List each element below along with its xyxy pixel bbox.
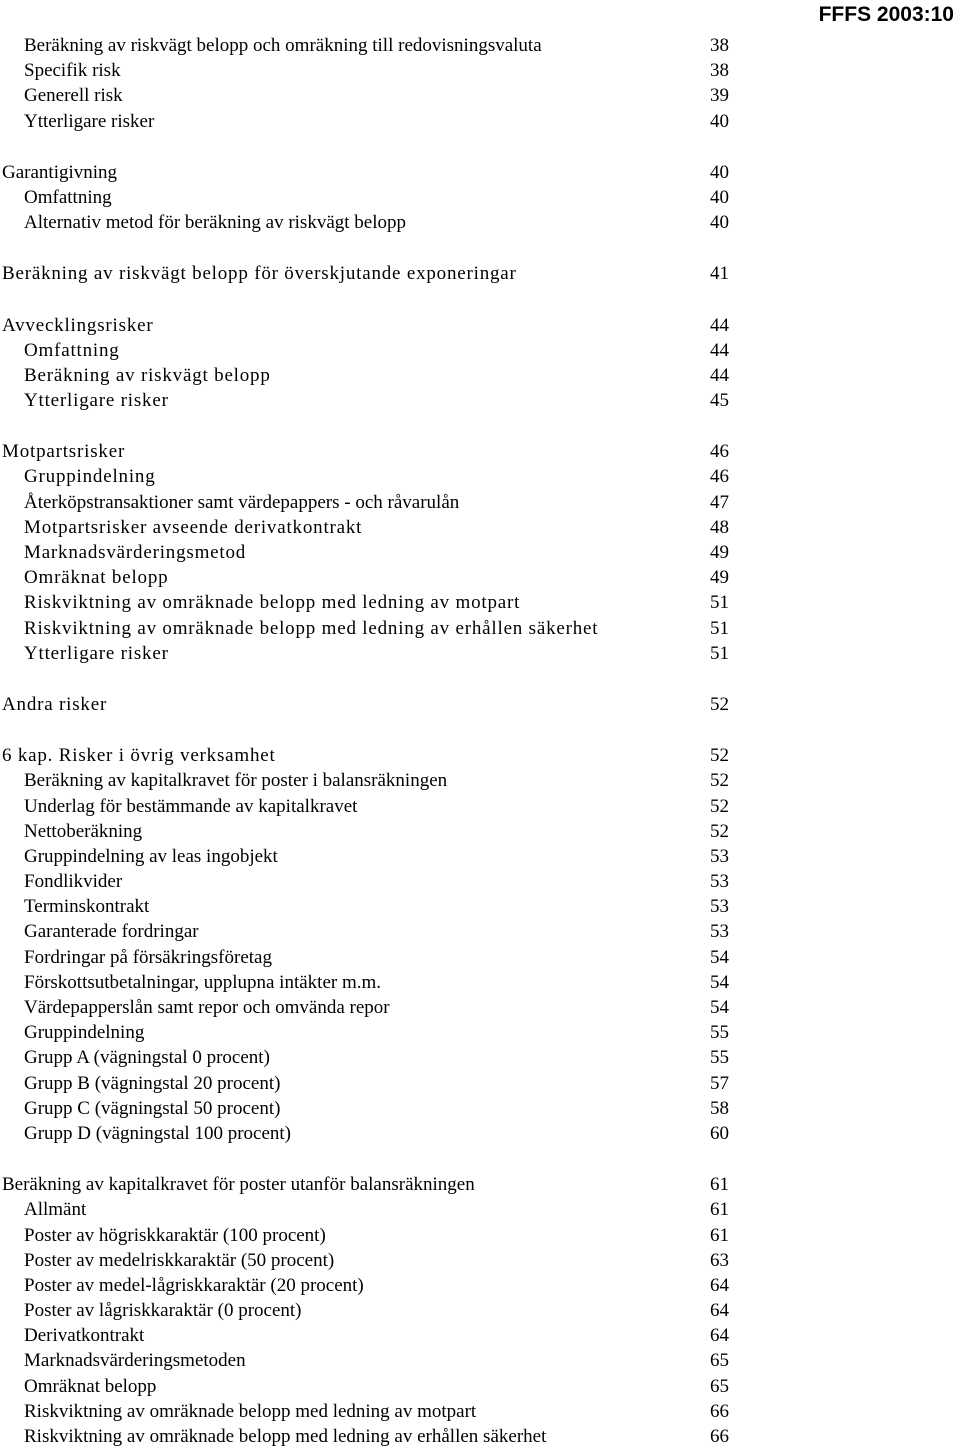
toc-entry: [0, 945, 960, 970]
toc-entry: [0, 1374, 960, 1399]
toc-entry-page-number: 66: [710, 1400, 729, 1422]
toc-entry-title: Ytterligare risker: [24, 110, 155, 132]
toc-entry-title: Nettoberäkning: [24, 820, 143, 842]
toc-entry: [0, 641, 960, 666]
toc-entry-title: Poster av medel-lågriskkaraktär (20 procent): [24, 1274, 364, 1296]
toc-entry-page-number: 66: [710, 1426, 729, 1447]
toc-entry: [0, 109, 960, 134]
toc-entry-page-number: 38: [710, 35, 729, 56]
toc-entry-page-number: 44: [710, 339, 729, 361]
toc-entry-page-number: 54: [710, 971, 729, 993]
toc-entry-page-number: 44: [710, 364, 729, 386]
toc-entry-title: Förskottsutbetalningar, upplupna intäkter m.m.: [24, 971, 382, 993]
toc-section-entry: [0, 160, 960, 185]
toc-entry: [0, 515, 960, 540]
toc-entry-title: Garanterade fordringar: [24, 921, 199, 943]
toc-section-entry: [0, 743, 960, 768]
toc-entry: [0, 33, 960, 58]
toc-entry: [0, 83, 960, 108]
toc-entry-title: Omräknat belopp: [24, 567, 169, 589]
toc-entry-title: Beräkning av riskvägt belopp: [24, 364, 271, 386]
toc-entry-title: Riskviktning av omräknade belopp med ledning av motpart: [24, 1400, 477, 1422]
toc-entry-title: Marknadsvärderingsmetoden: [24, 1350, 246, 1372]
toc-entry-title: Grupp A (vägningstal 0 procent): [24, 1047, 270, 1069]
toc-entry: [0, 1121, 960, 1146]
toc-section-entry: [0, 261, 960, 286]
toc-entry-title: Värdepapperslån samt repor och omvända repor: [24, 997, 390, 1018]
toc-entry-page-number: 51: [710, 642, 729, 664]
toc-entry-title: Omräknat belopp: [24, 1375, 157, 1397]
toc-entry-page-number: 53: [710, 845, 729, 867]
toc-entry: [0, 844, 960, 869]
toc-entry-title: Poster av högriskkaraktär (100 procent): [24, 1224, 326, 1246]
toc-entry-title: Terminskontrakt: [24, 896, 150, 918]
toc-entry-title: Gruppindelning: [24, 466, 156, 488]
toc-entry-title: Fondlikvider: [24, 871, 123, 893]
toc-entry-page-number: 58: [710, 1097, 729, 1119]
toc-entry-page-number: 46: [710, 441, 729, 463]
toc-entry-title: Andra risker: [2, 693, 108, 715]
toc-entry-page-number: 38: [710, 60, 729, 82]
toc-entry-title: 6 kap. Risker i övrig verksamhet: [2, 745, 276, 767]
toc-entry: [0, 1424, 960, 1449]
toc-entry: [0, 58, 960, 83]
toc-entry: [0, 1071, 960, 1096]
toc-entry: [0, 1223, 960, 1248]
toc-entry-page-number: 40: [710, 110, 729, 132]
toc-entry-page-number: 41: [710, 263, 729, 285]
toc-entry-title: Riskviktning av omräknade belopp med ledning av motpart: [24, 592, 521, 614]
toc-section-entry: [0, 692, 960, 717]
toc-entry: [0, 565, 960, 590]
toc-entry-page-number: 55: [710, 1022, 729, 1044]
toc-entry: [0, 1298, 960, 1323]
toc-entry-title: Poster av lågriskkaraktär (0 procent): [24, 1300, 302, 1322]
toc-section-entry: [0, 313, 960, 338]
toc-entry-title: Fordringar på försäkringsföretag: [24, 946, 272, 968]
toc-entry: [0, 1045, 960, 1070]
toc-entry: [0, 819, 960, 844]
toc-entry: [0, 338, 960, 363]
toc-entry-page-number: 53: [710, 896, 729, 918]
toc-entry-page-number: 64: [710, 1300, 729, 1322]
toc-entry-title: Beräkning av riskvägt belopp och omräkning till redovisningsvaluta: [24, 35, 542, 56]
toc-entry-page-number: 52: [710, 795, 729, 817]
toc-entry-page-number: 61: [710, 1224, 729, 1246]
toc-entry: [0, 970, 960, 995]
toc-entry: [0, 363, 960, 388]
document-id: FFFS 2003:10: [818, 3, 954, 26]
toc-entry-title: Ytterligare risker: [24, 390, 169, 412]
toc-entry: [0, 185, 960, 210]
toc-entry-title: Beräkning av riskvägt belopp för överskjutande exponeringar: [2, 263, 517, 285]
toc-entry-title: Ytterligare risker: [24, 642, 169, 664]
toc-section-entry: [0, 439, 960, 464]
toc-entry-page-number: 52: [710, 770, 729, 792]
toc-entry: [0, 768, 960, 793]
toc-entry: [0, 794, 960, 819]
toc-entry: [0, 1348, 960, 1373]
toc-entry-page-number: 40: [710, 186, 729, 208]
toc-entry-page-number: 51: [710, 617, 729, 639]
toc-entry-title: Gruppindelning av leas ingobjekt: [24, 845, 278, 867]
toc-entry-page-number: 52: [710, 693, 729, 715]
toc-entry-page-number: 49: [710, 542, 729, 563]
table-of-contents: [0, 33, 960, 1449]
toc-entry-title: Gruppindelning: [24, 1022, 145, 1044]
toc-entry-page-number: 51: [710, 592, 729, 614]
toc-entry-page-number: 61: [710, 1174, 729, 1196]
toc-entry-page-number: 65: [710, 1375, 729, 1397]
toc-entry: [0, 1197, 960, 1222]
toc-section-entry: [0, 1172, 960, 1197]
toc-entry-page-number: 65: [710, 1350, 729, 1372]
toc-entry-title: Alternativ metod för beräkning av riskvägt belopp: [24, 212, 407, 234]
toc-entry-title: Generell risk: [24, 85, 123, 107]
toc-entry: [0, 1323, 960, 1348]
toc-entry: [0, 210, 960, 235]
toc-entry: [0, 464, 960, 489]
toc-entry-page-number: 48: [710, 516, 729, 538]
toc-entry-page-number: 52: [710, 820, 729, 842]
toc-entry-page-number: 64: [710, 1325, 729, 1347]
toc-entry: [0, 540, 960, 565]
toc-entry-title: Beräkning av kapitalkravet för poster i balansräkningen: [24, 770, 448, 792]
toc-entry: [0, 490, 960, 515]
toc-entry-title: Motpartsrisker: [2, 441, 126, 463]
toc-entry-title: Poster av medelriskkaraktär (50 procent): [24, 1249, 335, 1271]
toc-entry: [0, 1273, 960, 1298]
toc-entry-title: Allmänt: [24, 1199, 87, 1221]
toc-entry-page-number: 53: [710, 921, 729, 943]
toc-entry: [0, 388, 960, 413]
toc-entry-title: Derivatkontrakt: [24, 1325, 145, 1347]
toc-entry-page-number: 44: [710, 314, 729, 336]
toc-entry-title: Omfattning: [24, 339, 120, 361]
toc-entry: [0, 1248, 960, 1273]
toc-entry-title: Grupp B (vägningstal 20 procent): [24, 1072, 281, 1094]
toc-entry-page-number: 39: [710, 85, 729, 107]
toc-entry: [0, 894, 960, 919]
toc-entry-title: Garantigivning: [2, 161, 118, 183]
toc-entry-title: Återköpstransaktioner samt värdepappers - och råvarulån: [24, 491, 460, 513]
toc-entry-title: Riskviktning av omräknade belopp med ledning av erhållen säkerhet: [24, 1426, 547, 1447]
toc-entry-title: Omfattning: [24, 186, 112, 208]
toc-entry-page-number: 40: [710, 161, 729, 183]
toc-entry-page-number: 54: [710, 946, 729, 968]
toc-entry: [0, 995, 960, 1020]
toc-entry-page-number: 45: [710, 390, 729, 412]
toc-entry-title: Motpartsrisker avseende derivatkontrakt: [24, 516, 363, 538]
toc-entry-title: Avvecklingsrisker: [2, 314, 154, 336]
toc-entry-page-number: 61: [710, 1199, 729, 1221]
toc-entry-page-number: 46: [710, 466, 729, 488]
toc-entry-title: Grupp C (vägningstal 50 procent): [24, 1097, 281, 1119]
toc-entry-page-number: 55: [710, 1047, 729, 1069]
toc-entry-page-number: 53: [710, 871, 729, 893]
toc-entry-page-number: 40: [710, 212, 729, 234]
toc-entry-page-number: 64: [710, 1274, 729, 1296]
toc-entry-page-number: 47: [710, 491, 729, 513]
toc-entry-title: Underlag för bestämmande av kapitalkravet: [24, 795, 358, 817]
toc-entry-page-number: 60: [710, 1122, 729, 1144]
toc-entry-page-number: 54: [710, 997, 729, 1018]
toc-entry: [0, 1020, 960, 1045]
toc-entry-title: Grupp D (vägningstal 100 procent): [24, 1122, 291, 1144]
toc-entry-page-number: 63: [710, 1249, 729, 1271]
toc-entry-page-number: 57: [710, 1072, 729, 1094]
toc-entry: [0, 869, 960, 894]
toc-entry-title: Marknadsvärderingsmetod: [24, 542, 247, 563]
toc-entry: [0, 590, 960, 615]
toc-entry: [0, 1096, 960, 1121]
toc-entry-page-number: 52: [710, 745, 729, 767]
toc-entry-title: Riskviktning av omräknade belopp med ledning av erhållen säkerhet: [24, 617, 599, 639]
toc-entry-title: Beräkning av kapitalkravet för poster utanför balansräkningen: [2, 1174, 475, 1196]
toc-entry-title: Specifik risk: [24, 60, 121, 82]
toc-entry: [0, 919, 960, 944]
toc-entry: [0, 1399, 960, 1424]
toc-entry: [0, 616, 960, 641]
toc-entry-page-number: 49: [710, 567, 729, 589]
